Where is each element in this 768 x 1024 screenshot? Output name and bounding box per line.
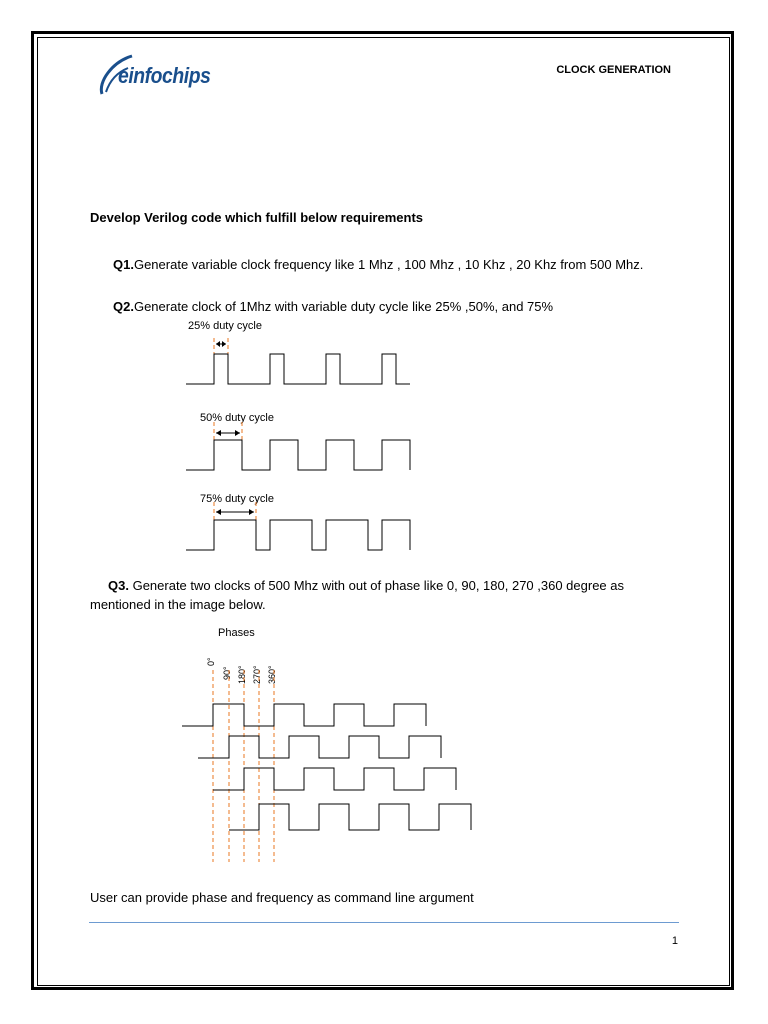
waveform-phase-0 (182, 704, 426, 726)
waveform-duty-50 (186, 440, 410, 470)
question-1-text: Generate variable clock frequency like 1 Mhz , 100 Mhz , 10 Khz , 20 Khz from 500 Mhz. (133, 257, 644, 272)
footer-rule (89, 922, 679, 923)
phase-label-180: 180° (237, 665, 247, 684)
logo-text: einfochips (118, 63, 211, 88)
duty-label-25: 25% duty cycle (188, 320, 262, 332)
duty-label-75: 75% duty cycle (200, 493, 274, 505)
question-3-line-2: mentioned in the image below. (90, 597, 266, 612)
waveform-duty-75 (186, 520, 410, 550)
duty-cycle-figure (180, 330, 420, 560)
question-2 (113, 299, 553, 314)
waveform-phase-180 (213, 768, 456, 790)
phase-figure (180, 670, 480, 870)
question-1 (113, 257, 643, 272)
question-2-label: Q2. (113, 299, 134, 314)
question-3 (108, 578, 624, 593)
document-title: CLOCK GENERATION (556, 64, 671, 76)
question-3-label: Q3. (108, 578, 129, 593)
phase-label-90: 90° (222, 666, 232, 680)
question-3-text-line-1: Generate two clocks of 500 Mhz with out of phase like 0, 90, 180, 270 ,360 degree as (128, 578, 624, 593)
duty-label-50: 50% duty cycle (200, 412, 274, 424)
waveform-duty-25 (186, 354, 410, 384)
phase-label-0: 0° (206, 657, 216, 666)
page-number: 1 (671, 935, 678, 947)
phase-label-270: 270° (252, 665, 262, 684)
phases-title: Phases (218, 627, 255, 639)
closing-note: User can provide phase and frequency as command line argument (90, 890, 474, 905)
phase-label-360: 360° (267, 665, 277, 684)
question-1-label: Q1. (113, 257, 134, 272)
intro-heading: Develop Verilog code which fulfill below requirements (90, 210, 424, 225)
question-2-text: Generate clock of 1Mhz with variable duty cycle like 25% ,50%, and 75% (133, 299, 554, 314)
waveform-phase-270 (229, 804, 471, 830)
waveform-phase-90 (198, 736, 441, 758)
